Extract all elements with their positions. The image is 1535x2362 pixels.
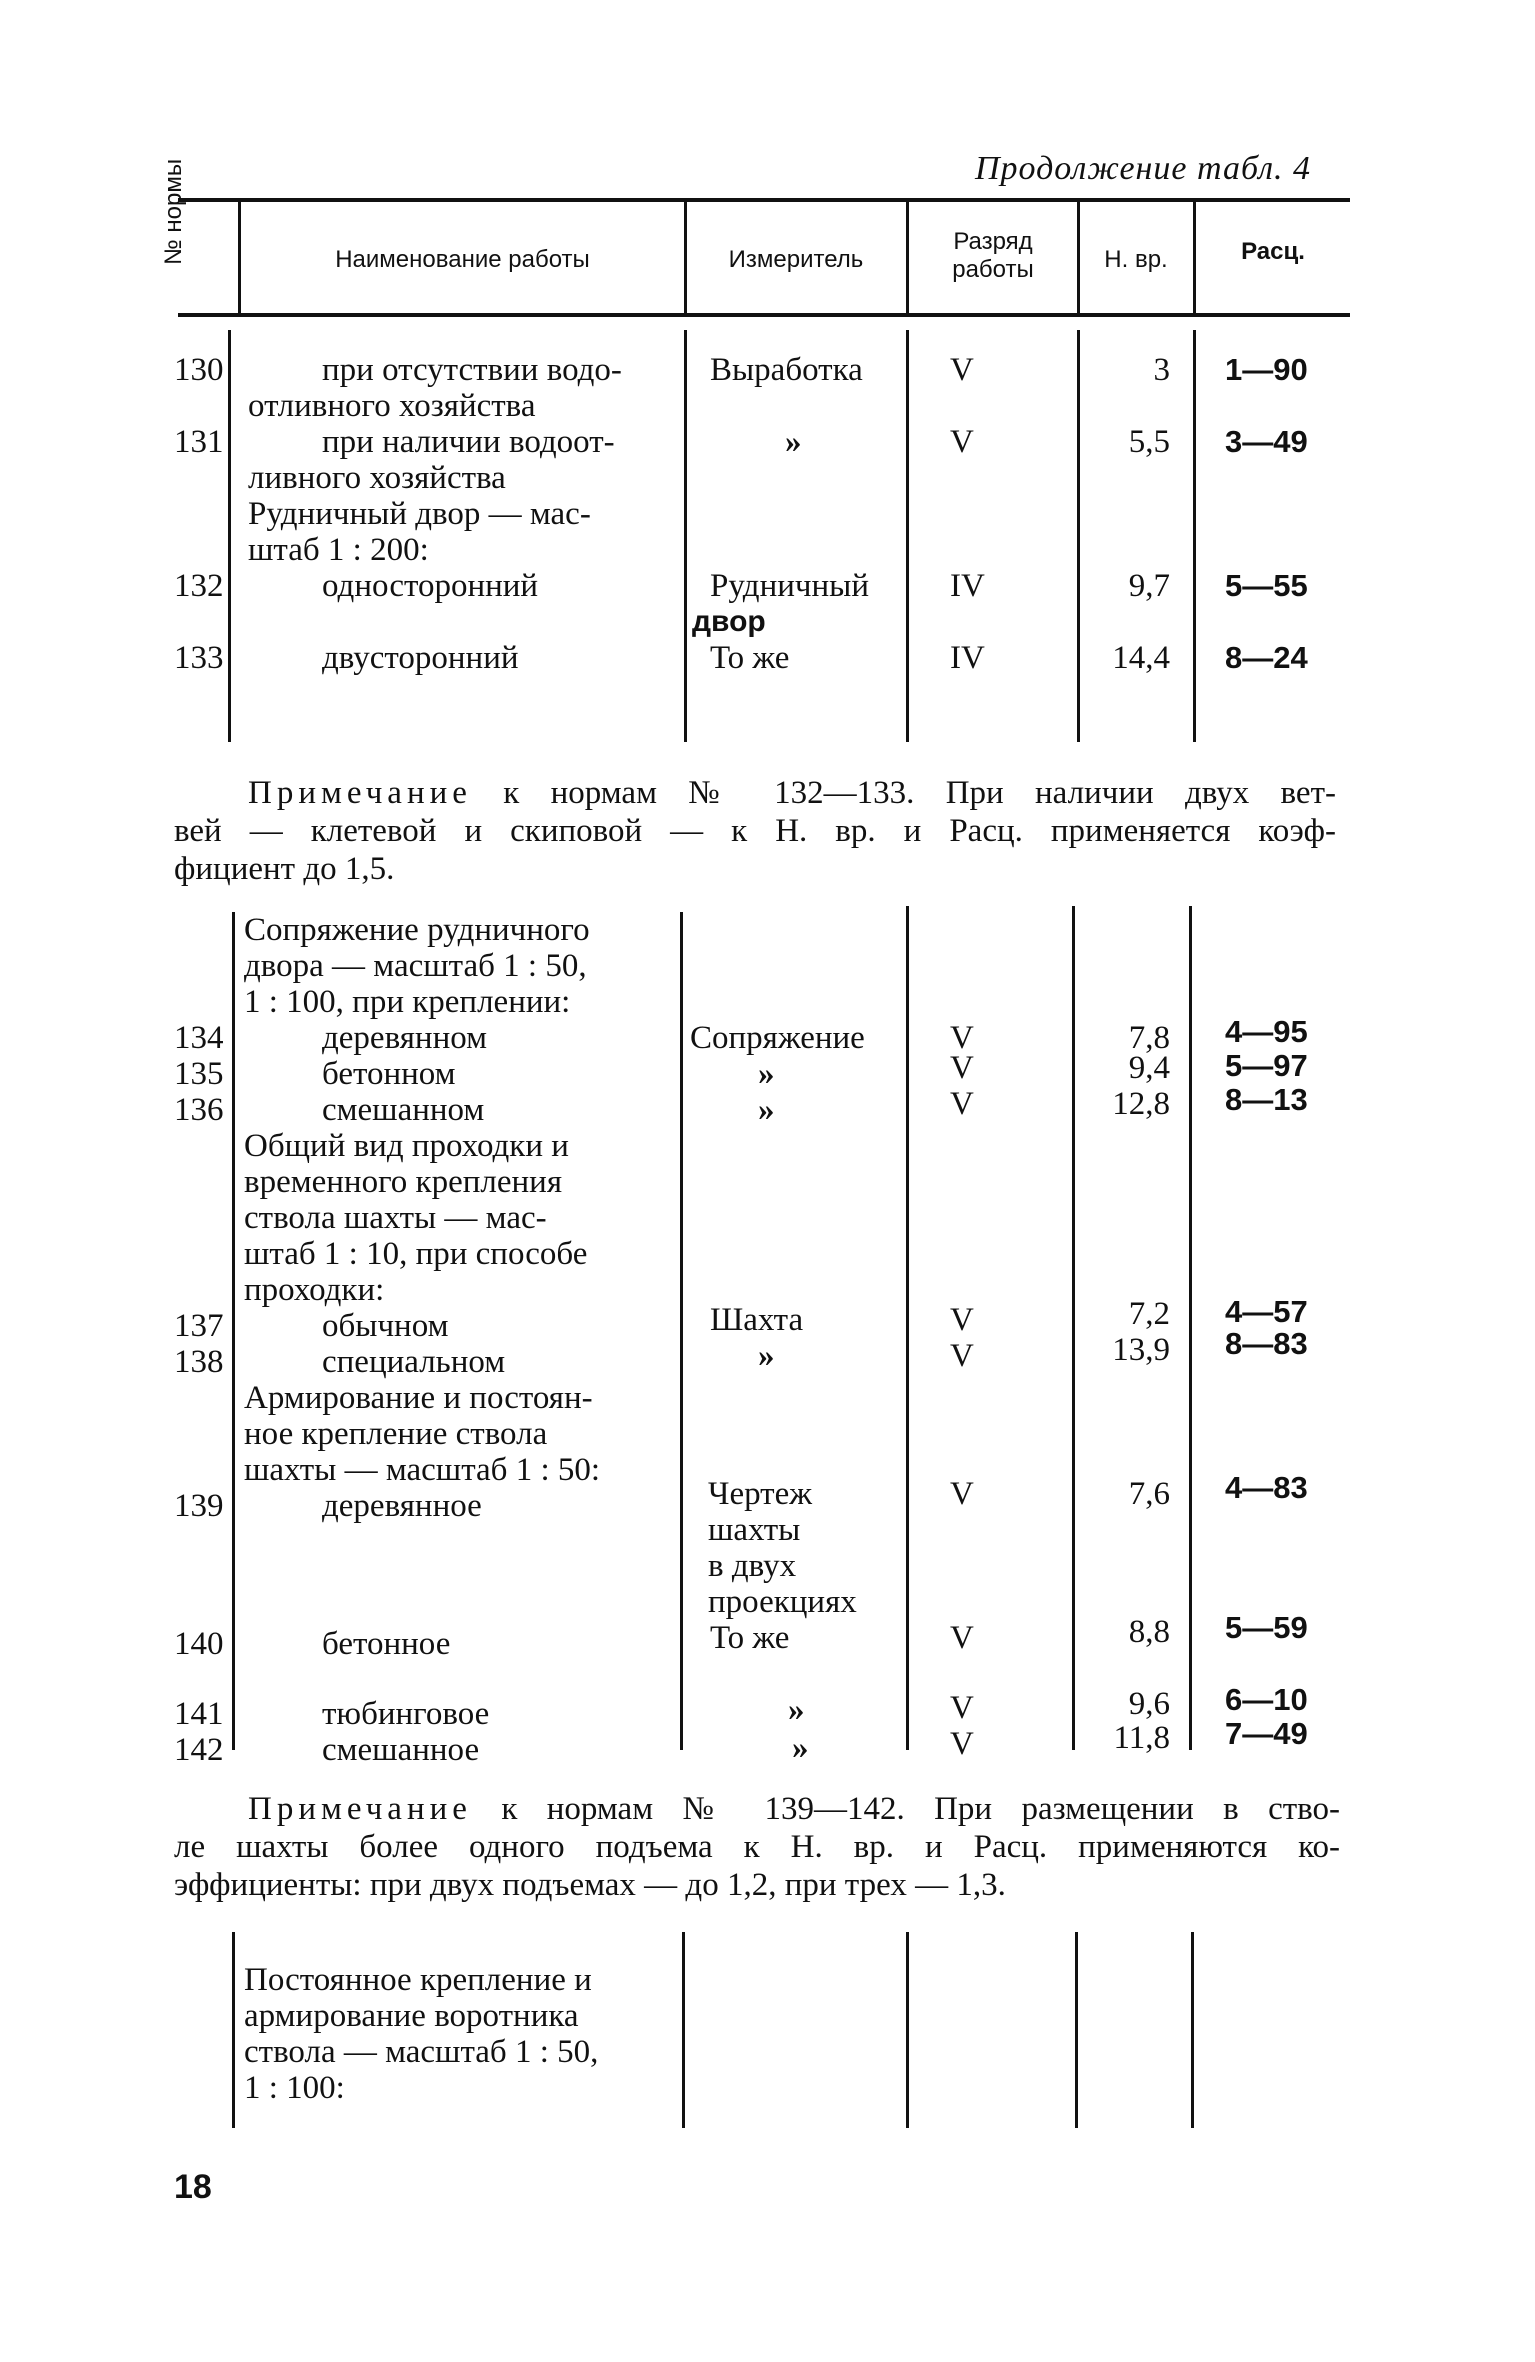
work-name: при наличии водоот- <box>322 424 615 460</box>
header-divider <box>1077 200 1080 313</box>
work-name: двусторонний <box>322 640 519 676</box>
time-norm: 14,4 <box>1112 640 1170 676</box>
column-divider <box>232 1932 235 2128</box>
grade: V <box>950 1020 974 1056</box>
time-norm: 9,6 <box>1128 1686 1170 1722</box>
rate: 8—13 <box>1225 1082 1308 1117</box>
work-name: бетонное <box>322 1626 451 1662</box>
column-divider <box>680 912 683 1750</box>
header-grade: Разряд работы <box>952 228 1034 283</box>
header-time: Н. вр. <box>1104 246 1168 273</box>
rate: 5—97 <box>1225 1048 1308 1083</box>
group-heading: армирование воротника <box>244 1998 579 2034</box>
norm-number: 139 <box>174 1488 224 1524</box>
unit: двор <box>692 605 766 638</box>
unit: Выработка <box>710 352 863 388</box>
norm-number: 130 <box>174 352 224 388</box>
norm-number: 138 <box>174 1344 224 1380</box>
norm-number: 137 <box>174 1308 224 1344</box>
column-divider <box>228 330 231 742</box>
work-name: отливного хозяйства <box>248 388 536 424</box>
column-divider <box>1193 330 1196 742</box>
work-name: при отсутствии водо- <box>322 352 622 388</box>
unit: То же <box>710 1620 790 1656</box>
group-heading: 1 : 100: <box>244 2070 345 2106</box>
unit: Чертеж <box>708 1476 813 1512</box>
note-paragraph: Примечание к нормам № 132—133. При наличии двух вет- <box>248 775 1336 811</box>
unit: проекциях <box>708 1584 857 1620</box>
header-unit: Измеритель <box>728 246 864 273</box>
ditto-mark: » <box>758 1056 775 1092</box>
grade: V <box>950 1690 974 1726</box>
grade: V <box>950 424 974 460</box>
work-name: деревянном <box>322 1020 487 1056</box>
group-heading: ствола шахты — мас- <box>244 1200 547 1236</box>
group-heading: шахты — масштаб 1 : 50: <box>244 1452 601 1488</box>
time-norm: 5,5 <box>1128 424 1170 460</box>
ditto-mark: » <box>788 1692 805 1728</box>
rate: 8—83 <box>1225 1326 1308 1361</box>
rate: 4—95 <box>1225 1014 1308 1049</box>
group-heading: штаб 1 : 200: <box>248 532 429 568</box>
group-heading: 1 : 100, при креплении: <box>244 984 571 1020</box>
column-divider <box>1189 906 1192 1750</box>
column-divider <box>232 912 235 1750</box>
grade: V <box>950 1338 974 1374</box>
table-header-rule <box>178 313 1350 317</box>
group-heading: Рудничный двор — мас- <box>248 496 591 532</box>
norm-number: 132 <box>174 568 224 604</box>
work-name: специальном <box>322 1344 506 1380</box>
norm-number: 136 <box>174 1092 224 1128</box>
work-name: бетонном <box>322 1056 456 1092</box>
header-divider <box>684 200 687 313</box>
column-divider <box>684 330 687 742</box>
column-divider <box>1077 330 1080 742</box>
rate: 4—57 <box>1225 1294 1308 1329</box>
table-continuation-caption: Продолжение табл. 4 <box>975 150 1312 187</box>
group-heading: ное крепление ствола <box>244 1416 548 1452</box>
group-heading: Постоянное крепление и <box>244 1962 592 1998</box>
rate: 4—83 <box>1225 1470 1308 1505</box>
work-name: тюбинговое <box>322 1696 490 1732</box>
time-norm: 11,8 <box>1113 1720 1170 1756</box>
note-paragraph: фициент до 1,5. <box>174 851 395 887</box>
rate: 5—59 <box>1225 1610 1308 1645</box>
norm-number: 141 <box>174 1696 224 1732</box>
time-norm: 9,7 <box>1128 568 1170 604</box>
work-name: смешанное <box>322 1732 480 1768</box>
time-norm: 9,4 <box>1128 1050 1170 1086</box>
note-paragraph: эффициенты: при двух подъемах — до 1,2, при трех — 1,3. <box>174 1867 1006 1903</box>
grade: V <box>950 1302 974 1338</box>
grade: IV <box>950 640 985 676</box>
grade: V <box>950 1086 974 1122</box>
column-divider <box>906 1932 909 2128</box>
grade: V <box>950 1620 974 1656</box>
column-divider <box>1075 1932 1078 2128</box>
work-name: смешанном <box>322 1092 485 1128</box>
ditto-mark: » <box>785 424 802 460</box>
header-num: № нормы <box>160 158 187 265</box>
group-heading: ствола — масштаб 1 : 50, <box>244 2034 599 2070</box>
work-name: деревянное <box>322 1488 482 1524</box>
column-divider <box>906 906 909 1750</box>
note-paragraph: Примечание к нормам № 139—142. При размещении в ство- <box>248 1791 1341 1827</box>
work-name: односторонний <box>322 568 539 604</box>
unit: шахты <box>708 1512 801 1548</box>
time-norm: 7,8 <box>1128 1020 1170 1056</box>
page-number: 18 <box>174 2168 212 2206</box>
rate: 6—10 <box>1225 1682 1308 1717</box>
column-divider <box>1191 1932 1194 2128</box>
time-norm: 8,8 <box>1128 1614 1170 1650</box>
group-heading: двора — масштаб 1 : 50, <box>244 948 587 984</box>
header-divider <box>1193 200 1196 313</box>
norm-number: 134 <box>174 1020 224 1056</box>
norm-number: 133 <box>174 640 224 676</box>
grade: V <box>950 1726 974 1762</box>
time-norm: 13,9 <box>1112 1332 1170 1368</box>
column-divider <box>906 330 909 742</box>
column-divider <box>682 1932 685 2128</box>
unit: Рудничный <box>710 568 869 604</box>
group-heading: временного крепления <box>244 1164 562 1200</box>
work-name: ливного хозяйства <box>248 460 506 496</box>
rate: 7—49 <box>1225 1716 1308 1751</box>
rate: 1—90 <box>1225 352 1308 387</box>
ditto-mark: » <box>758 1092 775 1128</box>
header-divider <box>906 200 909 313</box>
time-norm: 12,8 <box>1112 1086 1170 1122</box>
norm-number: 131 <box>174 424 224 460</box>
group-heading: штаб 1 : 10, при способе <box>244 1236 588 1272</box>
norm-number: 142 <box>174 1732 224 1768</box>
grade: V <box>950 352 974 388</box>
norm-number: 135 <box>174 1056 224 1092</box>
grade: IV <box>950 568 985 604</box>
group-heading: Сопряжение рудничного <box>244 912 590 948</box>
group-heading: Армирование и постоян- <box>244 1380 593 1416</box>
unit: Сопряжение <box>690 1020 865 1056</box>
work-name: обычном <box>322 1308 449 1344</box>
ditto-mark: » <box>792 1730 809 1766</box>
time-norm: 3 <box>1153 352 1170 388</box>
header-divider <box>238 200 241 313</box>
header-name: Наименование работы <box>335 246 590 273</box>
ditto-mark: » <box>758 1338 775 1374</box>
rate: 5—55 <box>1225 568 1308 603</box>
unit: То же <box>710 640 790 676</box>
norm-number: 140 <box>174 1626 224 1662</box>
grade: V <box>950 1476 974 1512</box>
group-heading: Общий вид проходки и <box>244 1128 569 1164</box>
header-rate: Расц. <box>1241 238 1305 265</box>
rate: 8—24 <box>1225 640 1308 675</box>
rate: 3—49 <box>1225 424 1308 459</box>
time-norm: 7,2 <box>1128 1296 1170 1332</box>
time-norm: 7,6 <box>1128 1476 1170 1512</box>
unit: Шахта <box>710 1302 804 1338</box>
note-paragraph: ле шахты более одного подъема к Н. вр. и Расц. применяются ко- <box>174 1829 1340 1865</box>
unit: в двух <box>708 1548 797 1584</box>
table-top-rule <box>178 198 1350 202</box>
grade: V <box>950 1050 974 1086</box>
note-paragraph: вей — клетевой и скиповой — к Н. вр. и Расц. применяется коэф- <box>174 813 1336 849</box>
group-heading: проходки: <box>244 1272 385 1308</box>
